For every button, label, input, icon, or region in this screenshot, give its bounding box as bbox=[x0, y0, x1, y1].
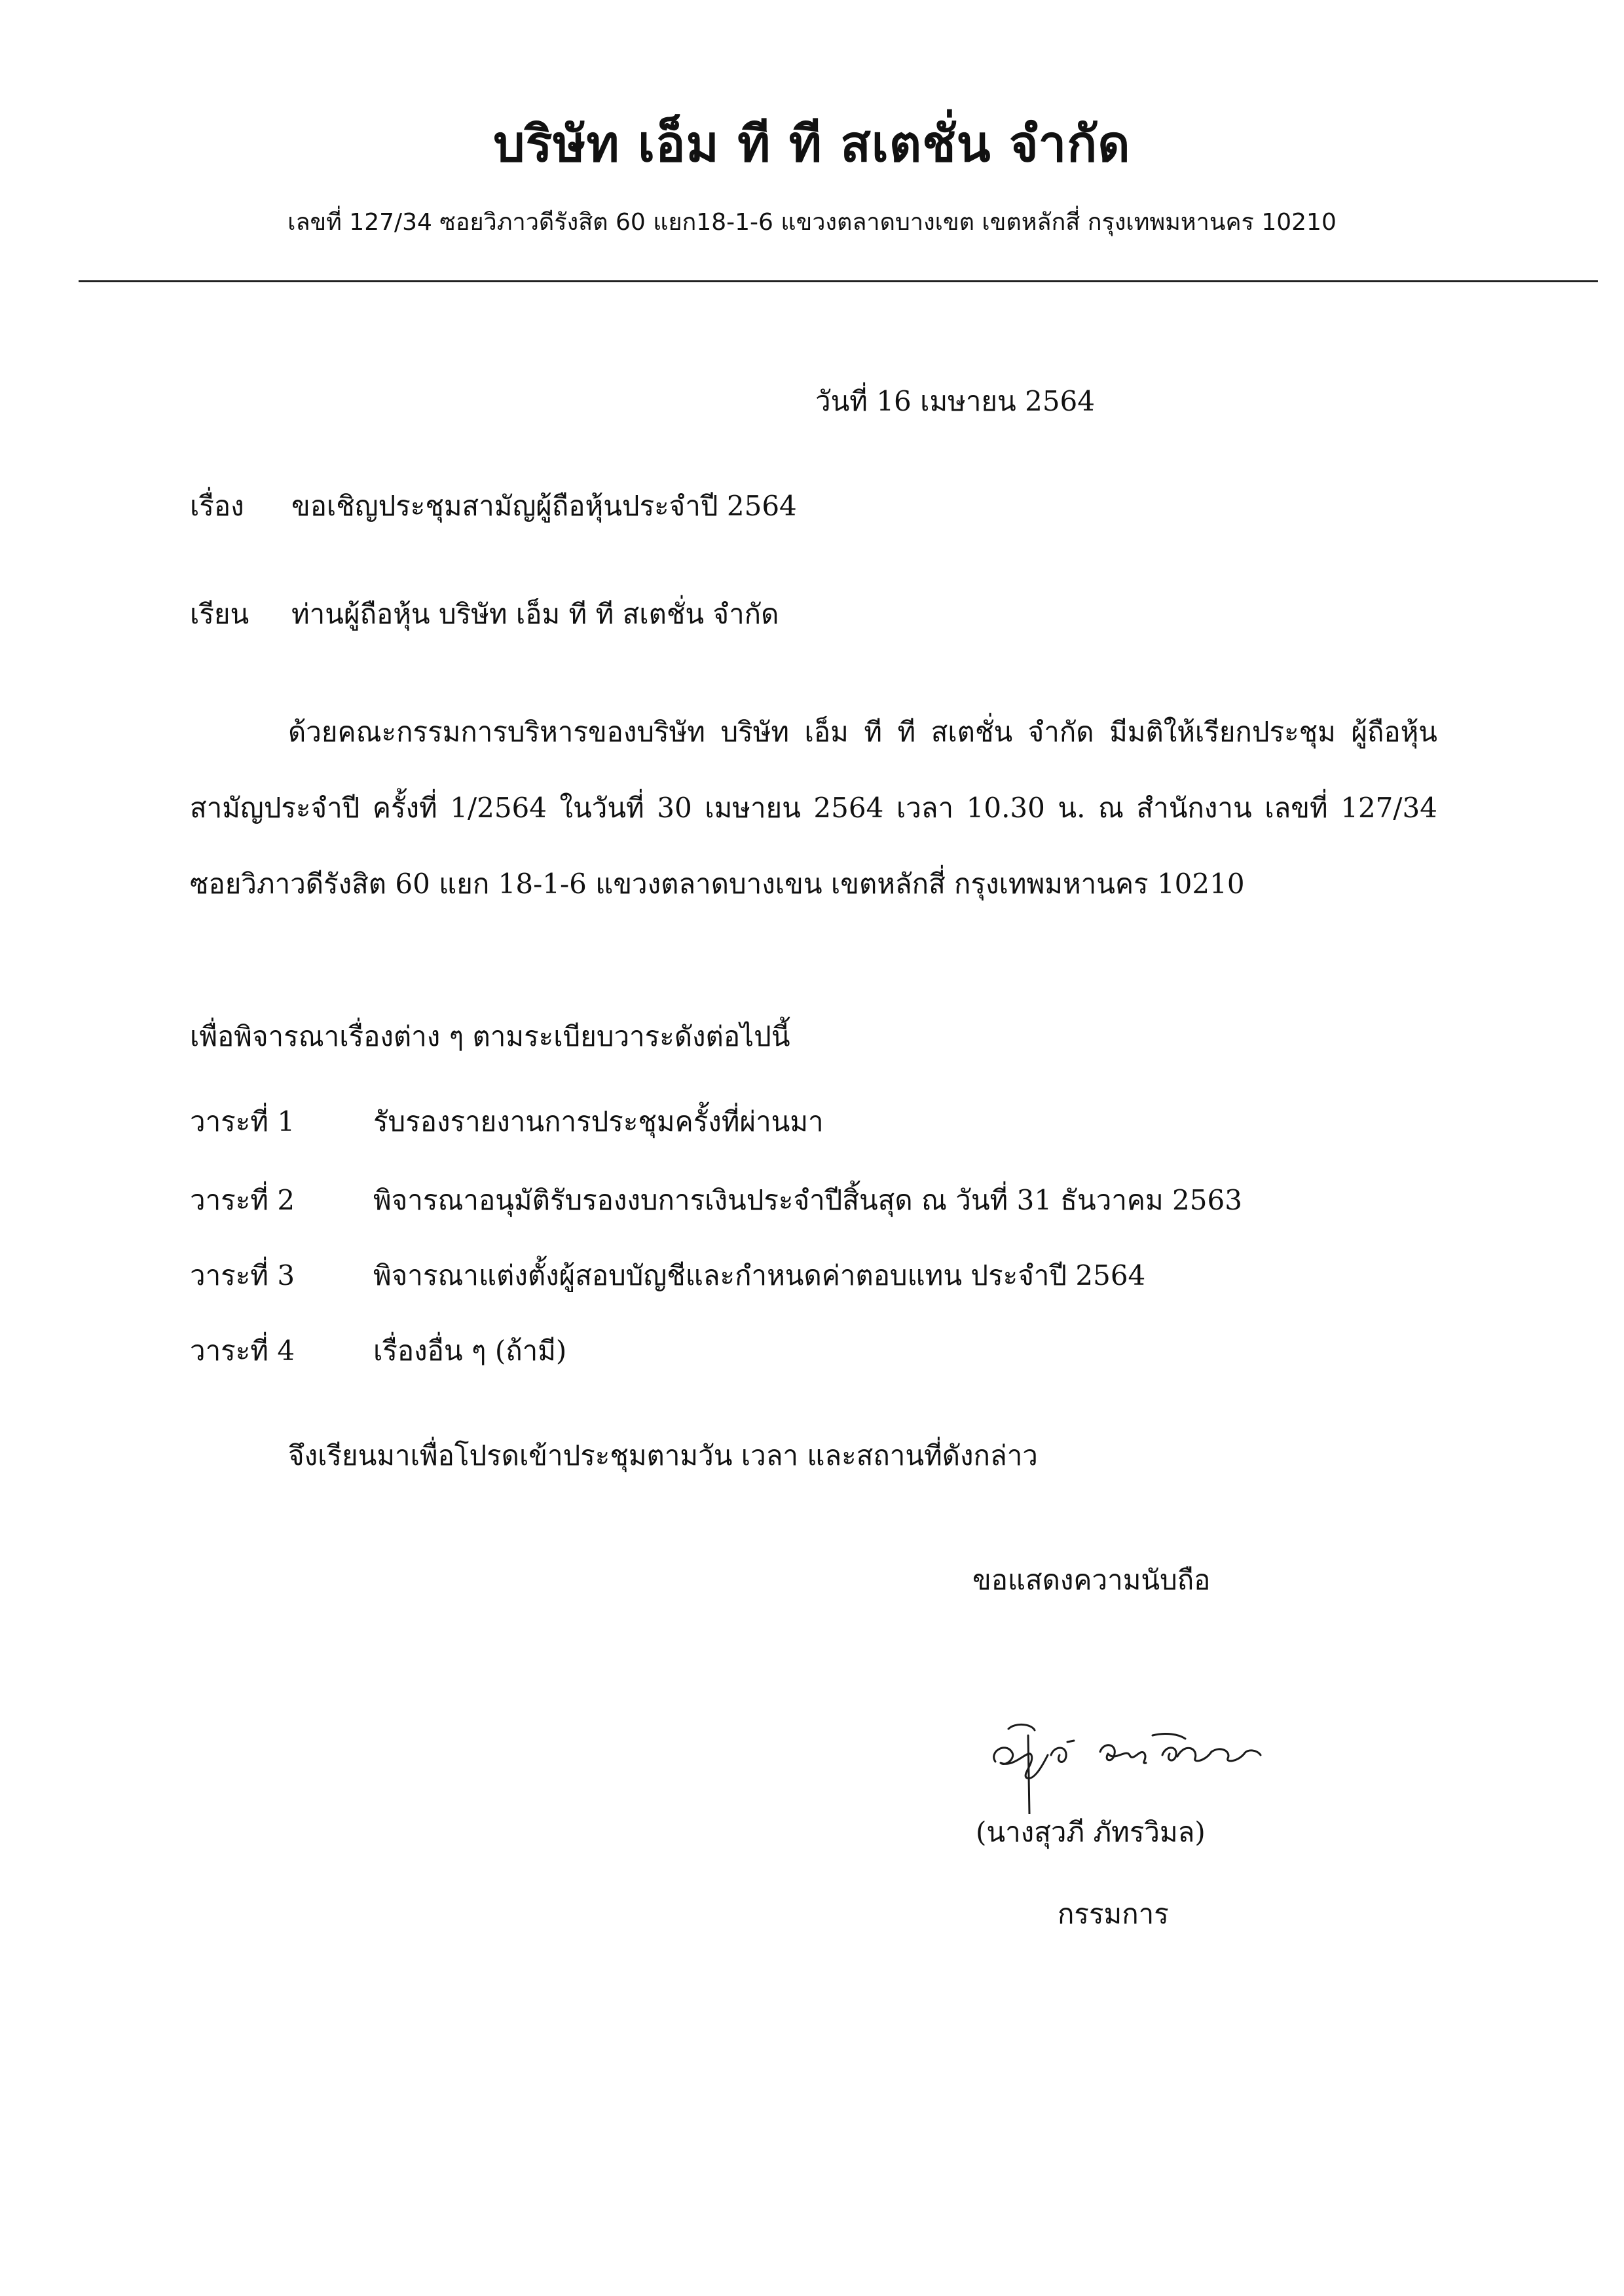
agenda-item-text: พิจารณาอนุมัติรับรองงบการเงินประจำปีสิ้นสุด ณ วันที่ 31 ธันวาคม 2563 bbox=[373, 1184, 1242, 1216]
agenda-item-label: วาระที่ 4 bbox=[190, 1335, 295, 1367]
agenda-item-text: รับรองรายงานการประชุมครั้งที่ผ่านมา bbox=[373, 1105, 824, 1138]
signer-title: กรรมการ bbox=[1058, 1898, 1169, 1930]
agenda-item-label: วาระที่ 2 bbox=[190, 1184, 295, 1216]
agenda-intro: เพื่อพิจารณาเรื่องต่าง ๆ ตามระเบียบวาระดังต่อไปนี้ bbox=[190, 1020, 790, 1052]
agenda-item-label: วาระที่ 3 bbox=[190, 1259, 295, 1291]
regards: ขอแสดงความนับถือ bbox=[972, 1564, 1211, 1596]
agenda-item-label: วาระที่ 1 bbox=[190, 1105, 295, 1138]
company-name: บริษัท เอ็ม ที ที สเตชั่น จำกัด bbox=[493, 115, 1131, 173]
handwritten-signature bbox=[969, 1716, 1270, 1814]
body-paragraph: ด้วยคณะกรรมการบริหารของบริษัท บริษัท เอ็ม ที ที สเตชั่น จำกัด มีมติให้เรียกประชุม ผู้ถือหุ้นสามัญประจำปี ครั้งที่ 1/2564 ในวันที่ 30 เมษายน 2564 เวลา 10.30 น. ณ สำนักงาน เลขที่ 127/34 ซอยวิภาวดีรังสิต 60 แยก 18-1-6 แขวงตลาดบางเขน เขตหลักสี่ กรุงเทพมหานคร 10210 bbox=[190, 716, 1437, 900]
header-divider bbox=[79, 280, 1598, 282]
subject-label: เรื่อง bbox=[190, 490, 244, 522]
salutation-label: เรียน bbox=[190, 598, 249, 630]
company-address: เลขที่ 127/34 ซอยวิภาวดีรังสิต 60 แยก18-1-6 แขวงตลาดบางเขต เขตหลักสี่ กรุงเทพมหานคร 10210 bbox=[287, 209, 1337, 236]
signer-name: (นางสุวภี ภัทรวิมล) bbox=[976, 1816, 1206, 1848]
closing-sentence: จึงเรียนมาเพื่อโปรดเข้าประชุมตามวัน เวลา และสถานที่ดังกล่าว bbox=[288, 1439, 1038, 1472]
subject-text: ขอเชิญประชุมสามัญผู้ถือหุ้นประจำปี 2564 bbox=[291, 490, 797, 522]
letter-date: วันที่ 16 เมษายน 2564 bbox=[815, 385, 1095, 417]
salutation-text: ท่านผู้ถือหุ้น บริษัท เอ็ม ที ที สเตชั่น จำกัด bbox=[291, 598, 779, 630]
agenda-item-text: พิจารณาแต่งตั้งผู้สอบบัญชีและกำหนดค่าตอบแทน ประจำปี 2564 bbox=[373, 1259, 1146, 1291]
agenda-item-text: เรื่องอื่น ๆ (ถ้ามี) bbox=[373, 1335, 567, 1367]
